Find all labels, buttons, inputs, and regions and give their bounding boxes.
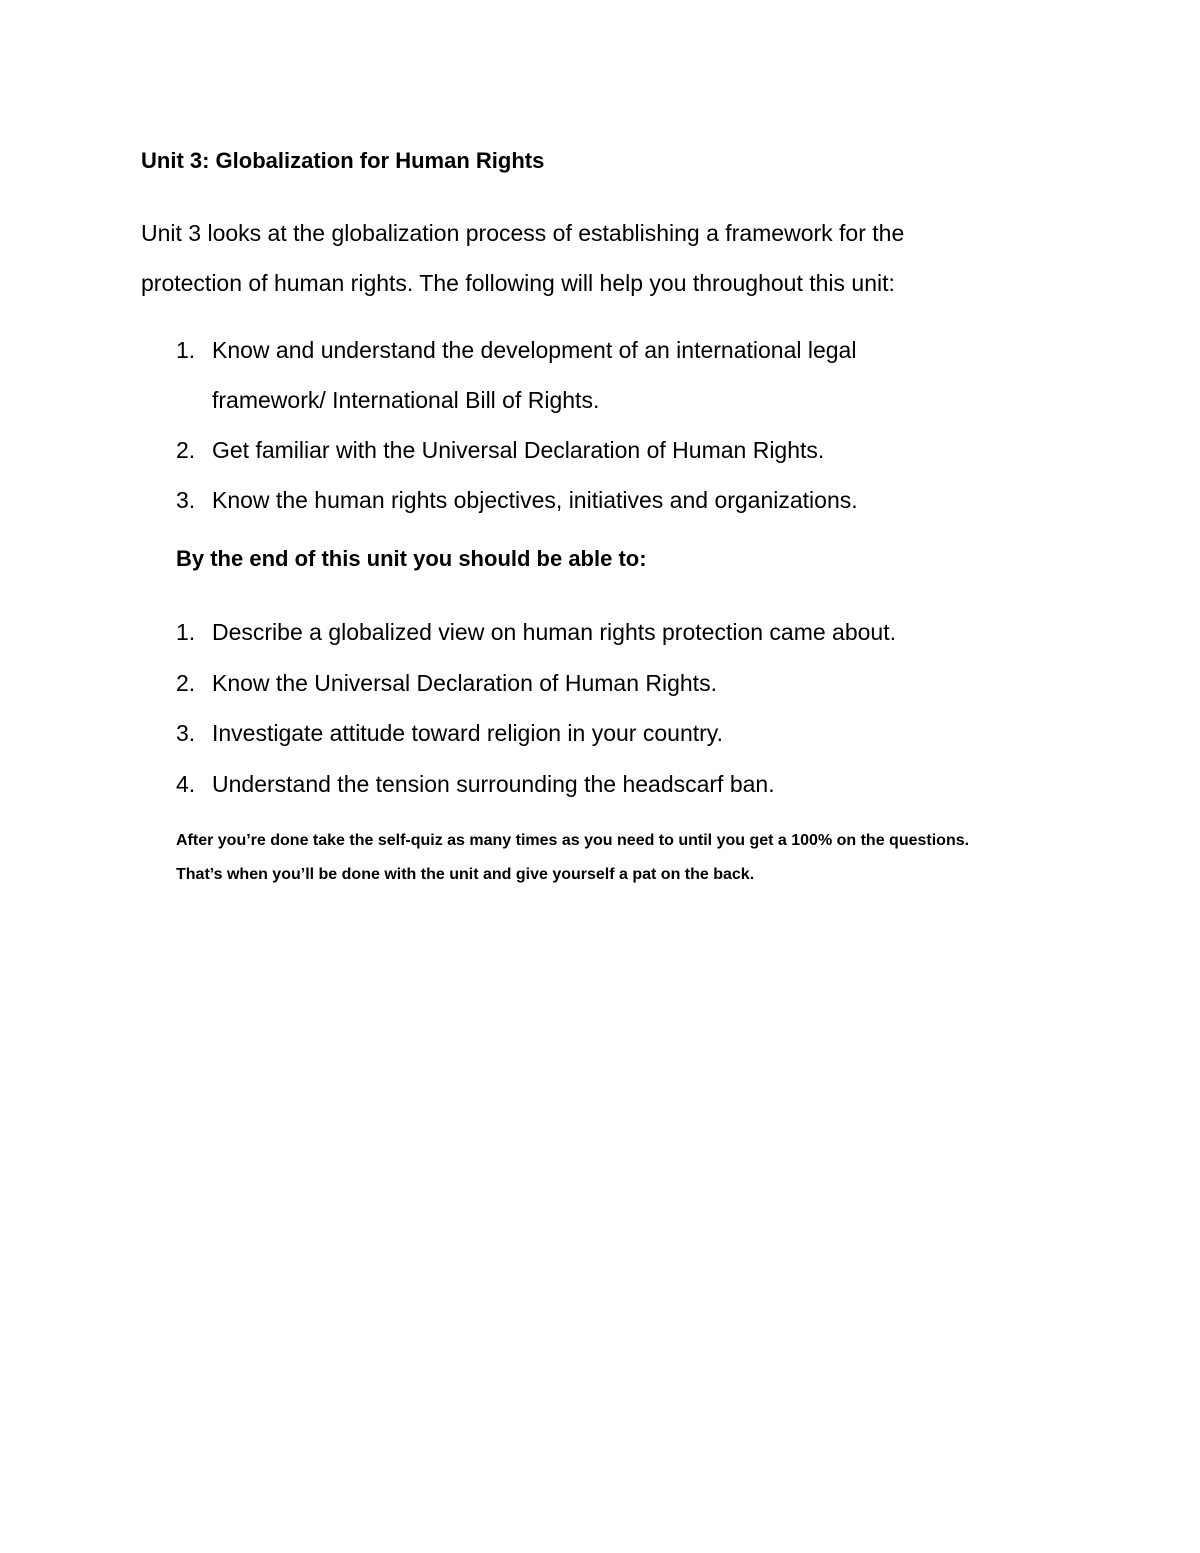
list-number: 3. [176, 487, 196, 513]
goals-subheading: By the end of this unit you should be able to: [176, 546, 647, 571]
list-item-text: Describe a globalized view on human rights protection came about. [212, 619, 896, 645]
unit-title: Unit 3: Globalization for Human Rights [141, 148, 545, 173]
list-item-text: Know the human rights objectives, initiatives and organizations. [212, 487, 858, 513]
list-number: 3. [176, 720, 196, 746]
intro-line: Unit 3 looks at the globalization process of establishing a framework for the [141, 220, 905, 246]
list-number: 1. [176, 619, 196, 645]
list-item [176, 325, 858, 425]
closing-note-line: That’s when you’ll be done with the unit and give yourself a pat on the back. [176, 866, 755, 883]
intro-line: protection of human rights. The following will help you throughout this unit: [141, 270, 895, 296]
list-item-line: framework/ International Bill of Rights. [212, 387, 600, 413]
list-item-text: Know the Universal Declaration of Human Rights. [212, 669, 717, 696]
list-item-text [212, 325, 858, 425]
list-item-text: Investigate attitude toward religion in your country. [212, 720, 723, 746]
list-item [176, 475, 858, 525]
list-number: 2. [176, 669, 196, 696]
list-number: 4. [176, 770, 196, 797]
list-item [176, 658, 896, 709]
list-item-text: Get familiar with the Universal Declaration of Human Rights. [212, 437, 825, 463]
list-item [176, 708, 896, 759]
list-item [176, 607, 896, 658]
list-item [176, 425, 858, 475]
list-item-line: Know and understand the development of an international legal [212, 337, 857, 363]
list-number: 2. [176, 437, 196, 463]
closing-note-line: After you’re done take the self-quiz as many times as you need to until you get a 100% on the questions. [176, 832, 970, 849]
list-number: 1. [176, 337, 196, 363]
goals-list [176, 607, 896, 809]
intro-paragraph [141, 208, 1041, 308]
list-item [176, 759, 896, 810]
list-item-text: Understand the tension surrounding the headscarf ban. [212, 770, 775, 797]
closing-note [176, 824, 969, 892]
help-list [176, 325, 858, 525]
